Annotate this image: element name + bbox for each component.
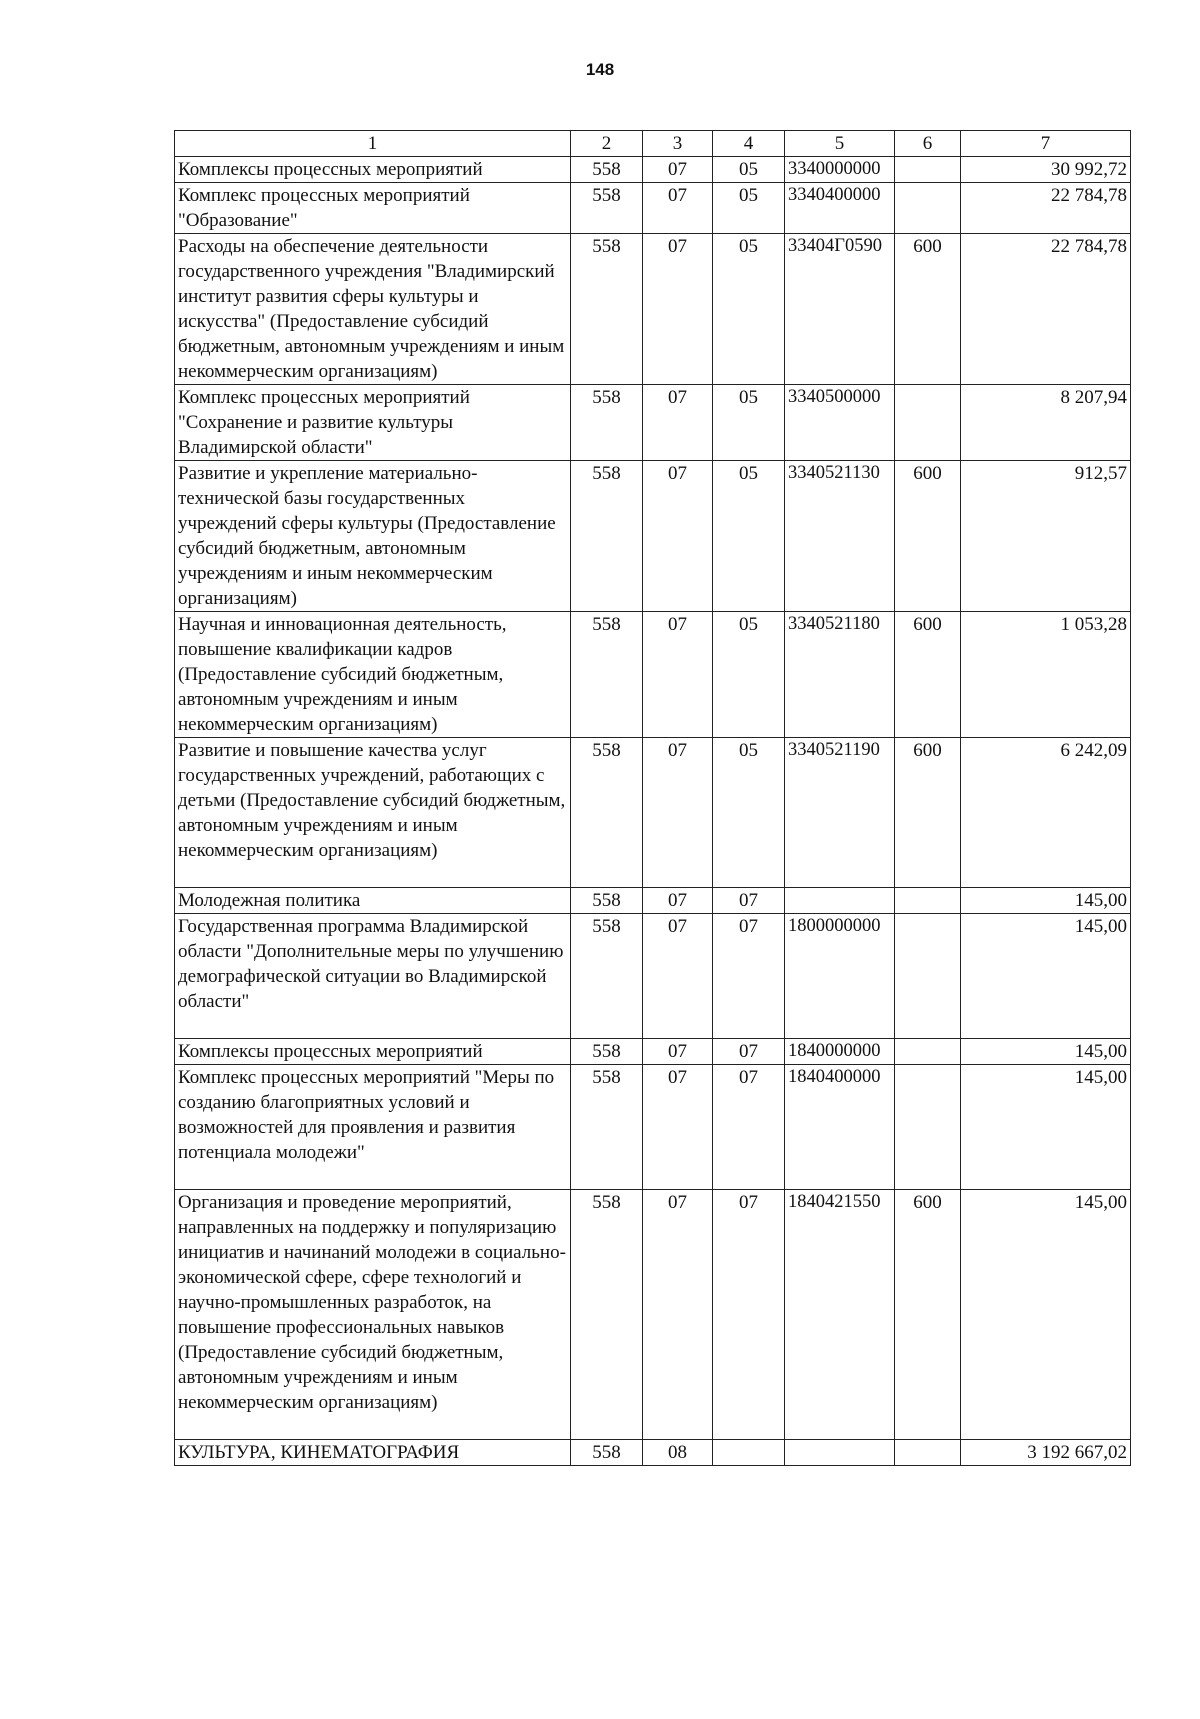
row-amount-cell: 145,00: [961, 1065, 1131, 1190]
row-col3-cell: 08: [643, 1440, 713, 1466]
row-col6-cell: [895, 385, 961, 461]
table-row: [175, 1190, 1131, 1440]
table-row: [175, 461, 1131, 612]
row-col3-cell: 07: [643, 1065, 713, 1190]
row-amount-cell: 6 242,09: [961, 738, 1131, 888]
row-code-cell: [785, 888, 895, 914]
row-name-cell: Организация и проведение мероприятий, направленных на поддержку и популяризацию инициатив и начинаний молодежи в социально-экономической сфере, сфере технологий и научно-промышленных разработок, на повышение профессиональных навыков (Предоставление субсидий бюджетным, автономным учреждениям и иным некоммерческим организациям): [175, 1190, 571, 1440]
row-col6-cell: 600: [895, 461, 961, 612]
row-col4-cell: 07: [713, 1190, 785, 1440]
row-col2-cell: 558: [571, 1039, 643, 1065]
table-row: [175, 738, 1131, 888]
row-code-cell: 3340521130: [785, 461, 895, 612]
row-code-cell: 3340000000: [785, 157, 895, 183]
table-row: [175, 612, 1131, 738]
table-row: [175, 914, 1131, 1039]
table-row: [175, 183, 1131, 234]
row-col6-cell: 600: [895, 738, 961, 888]
row-col2-cell: 558: [571, 461, 643, 612]
row-col4-cell: 05: [713, 612, 785, 738]
row-code-cell: 3340400000: [785, 183, 895, 234]
row-col6-cell: [895, 1440, 961, 1466]
row-amount-cell: 22 784,78: [961, 234, 1131, 385]
row-amount-cell: 22 784,78: [961, 183, 1131, 234]
row-amount-cell: 912,57: [961, 461, 1131, 612]
row-name-cell: Комплекс процессных мероприятий "Меры по созданию благоприятных условий и возможностей для проявления и развития потенциала молодежи": [175, 1065, 571, 1190]
row-name-cell: Расходы на обеспечение деятельности государственного учреждения "Владимирский институт развития сферы культуры и искусства" (Предоставление субсидий бюджетным, автономным учреждениям и иным некоммерческим организациям): [175, 234, 571, 385]
row-col2-cell: 558: [571, 234, 643, 385]
row-code-cell: 1840421550: [785, 1190, 895, 1440]
row-name-cell: Развитие и повышение качества услуг государственных учреждений, работающих с детьми (Предоставление субсидий бюджетным, автономным учреждениям и иным некоммерческим организациям): [175, 738, 571, 888]
row-code-cell: 3340521190: [785, 738, 895, 888]
row-code-cell: 33404Г0590: [785, 234, 895, 385]
row-name-cell: Молодежная политика: [175, 888, 571, 914]
row-col6-cell: [895, 1065, 961, 1190]
row-code-cell: 3340500000: [785, 385, 895, 461]
table-row: [175, 1065, 1131, 1190]
row-col6-cell: [895, 914, 961, 1039]
header-cell: 7: [961, 131, 1131, 157]
row-name-cell: Комплексы процессных мероприятий: [175, 157, 571, 183]
table-row: [175, 888, 1131, 914]
row-col6-cell: [895, 1039, 961, 1065]
row-col3-cell: 07: [643, 888, 713, 914]
budget-table: [174, 130, 1131, 1466]
row-col2-cell: 558: [571, 183, 643, 234]
row-col4-cell: 05: [713, 738, 785, 888]
row-name-cell: КУЛЬТУРА, КИНЕМАТОГРАФИЯ: [175, 1440, 571, 1466]
header-cell: 3: [643, 131, 713, 157]
row-code-cell: 1840400000: [785, 1065, 895, 1190]
row-col6-cell: [895, 183, 961, 234]
row-col3-cell: 07: [643, 738, 713, 888]
table-header-row: [175, 131, 1131, 157]
row-code-cell: 1840000000: [785, 1039, 895, 1065]
row-amount-cell: 8 207,94: [961, 385, 1131, 461]
row-amount-cell: 30 992,72: [961, 157, 1131, 183]
row-col3-cell: 07: [643, 461, 713, 612]
row-col2-cell: 558: [571, 157, 643, 183]
row-col2-cell: 558: [571, 612, 643, 738]
row-code-cell: 1800000000: [785, 914, 895, 1039]
row-col4-cell: 05: [713, 234, 785, 385]
header-cell: 4: [713, 131, 785, 157]
row-col4-cell: 05: [713, 461, 785, 612]
row-code-cell: 3340521180: [785, 612, 895, 738]
row-col4-cell: 07: [713, 1039, 785, 1065]
row-name-cell: Комплекс процессных мероприятий "Сохранение и развитие культуры Владимирской области": [175, 385, 571, 461]
row-col4-cell: 07: [713, 888, 785, 914]
row-col6-cell: 600: [895, 234, 961, 385]
row-col3-cell: 07: [643, 914, 713, 1039]
row-col4-cell: 05: [713, 157, 785, 183]
row-col4-cell: 05: [713, 385, 785, 461]
row-col4-cell: 05: [713, 183, 785, 234]
row-col3-cell: 07: [643, 157, 713, 183]
row-name-cell: Научная и инновационная деятельность, повышение квалификации кадров (Предоставление субсидий бюджетным, автономным учреждениям и иным некоммерческим организациям): [175, 612, 571, 738]
row-col6-cell: 600: [895, 1190, 961, 1440]
table-row: [175, 385, 1131, 461]
table-row: [175, 157, 1131, 183]
row-amount-cell: 1 053,28: [961, 612, 1131, 738]
row-amount-cell: 145,00: [961, 914, 1131, 1039]
row-col2-cell: 558: [571, 914, 643, 1039]
row-col2-cell: 558: [571, 888, 643, 914]
header-cell: 5: [785, 131, 895, 157]
row-col6-cell: [895, 157, 961, 183]
row-col4-cell: 07: [713, 1065, 785, 1190]
row-col3-cell: 07: [643, 234, 713, 385]
header-cell: 2: [571, 131, 643, 157]
row-name-cell: Государственная программа Владимирской области "Дополнительные меры по улучшению демографической ситуации во Владимирской области": [175, 914, 571, 1039]
row-col4-cell: 07: [713, 914, 785, 1039]
table-row: [175, 234, 1131, 385]
row-col3-cell: 07: [643, 183, 713, 234]
table-row: [175, 1440, 1131, 1466]
row-code-cell: [785, 1440, 895, 1466]
header-cell: 6: [895, 131, 961, 157]
header-cell: 1: [175, 131, 571, 157]
row-col3-cell: 07: [643, 612, 713, 738]
row-col3-cell: 07: [643, 1039, 713, 1065]
table-row: [175, 1039, 1131, 1065]
row-col6-cell: 600: [895, 612, 961, 738]
row-col3-cell: 07: [643, 1190, 713, 1440]
row-amount-cell: 145,00: [961, 1039, 1131, 1065]
row-amount-cell: 3 192 667,02: [961, 1440, 1131, 1466]
page-number: 148: [585, 60, 615, 79]
row-col2-cell: 558: [571, 1065, 643, 1190]
row-name-cell: Развитие и укрепление материально-технической базы государственных учреждений сферы культуры (Предоставление субсидий бюджетным, автономным учреждениям и иным некоммерческим организациям): [175, 461, 571, 612]
row-col3-cell: 07: [643, 385, 713, 461]
row-col6-cell: [895, 888, 961, 914]
row-amount-cell: 145,00: [961, 1190, 1131, 1440]
row-name-cell: Комплекс процессных мероприятий "Образование": [175, 183, 571, 234]
row-amount-cell: 145,00: [961, 888, 1131, 914]
row-col4-cell: [713, 1440, 785, 1466]
row-col2-cell: 558: [571, 1440, 643, 1466]
row-name-cell: Комплексы процессных мероприятий: [175, 1039, 571, 1065]
row-col2-cell: 558: [571, 1190, 643, 1440]
row-col2-cell: 558: [571, 385, 643, 461]
row-col2-cell: 558: [571, 738, 643, 888]
